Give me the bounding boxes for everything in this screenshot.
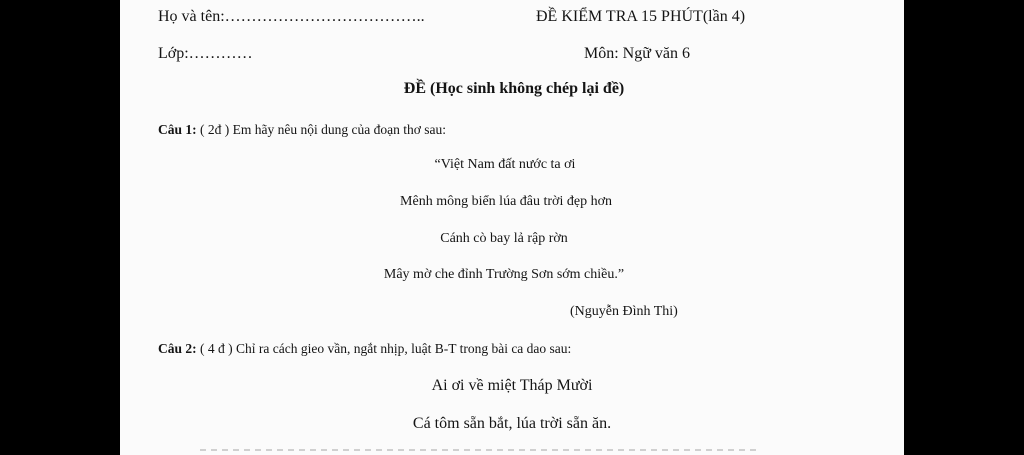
q1-author: (Nguyễn Đình Thi) xyxy=(570,304,678,319)
question-1-text: ( 2đ ) Em hãy nêu nội dung của đoạn thơ sau: xyxy=(196,122,446,137)
next-line-fragment xyxy=(200,449,760,451)
exam-title: ĐỀ (Học sinh không chép lại đề) xyxy=(403,80,625,97)
question-2-text: ( 4 đ ) Chỉ ra cách gieo vần, ngắt nhịp, luật B-T trong bài ca dao sau: xyxy=(196,341,572,356)
exam-page xyxy=(120,0,904,455)
name-field: Họ và tên:……………………………….. xyxy=(158,8,425,25)
subject-label: Môn: Ngữ văn 6 xyxy=(584,45,690,62)
q2-poem-line-1: Ai ơi về miệt Tháp Mười xyxy=(431,377,593,394)
question-1-label: Câu 1: xyxy=(158,122,197,137)
class-field: Lớp:………… xyxy=(158,45,253,62)
q2-poem-line-2: Cá tôm sẵn bắt, lúa trời sẵn ăn. xyxy=(412,415,612,432)
q1-poem-line-2: Mênh mông biển lúa đâu trời đẹp hơn xyxy=(400,194,612,209)
question-1 xyxy=(158,123,446,137)
q1-poem-line-4: Mây mờ che đỉnh Trường Sơn sớm chiều.” xyxy=(383,267,625,282)
q1-poem-line-1: “Việt Nam đất nước ta ơi xyxy=(434,157,576,172)
question-2 xyxy=(158,342,571,356)
q1-poem-line-3: Cánh cò bay lả rập rờn xyxy=(440,231,568,246)
test-title: ĐỀ KIỂM TRA 15 PHÚT(lần 4) xyxy=(536,8,746,25)
question-2-label: Câu 2: xyxy=(158,341,197,356)
